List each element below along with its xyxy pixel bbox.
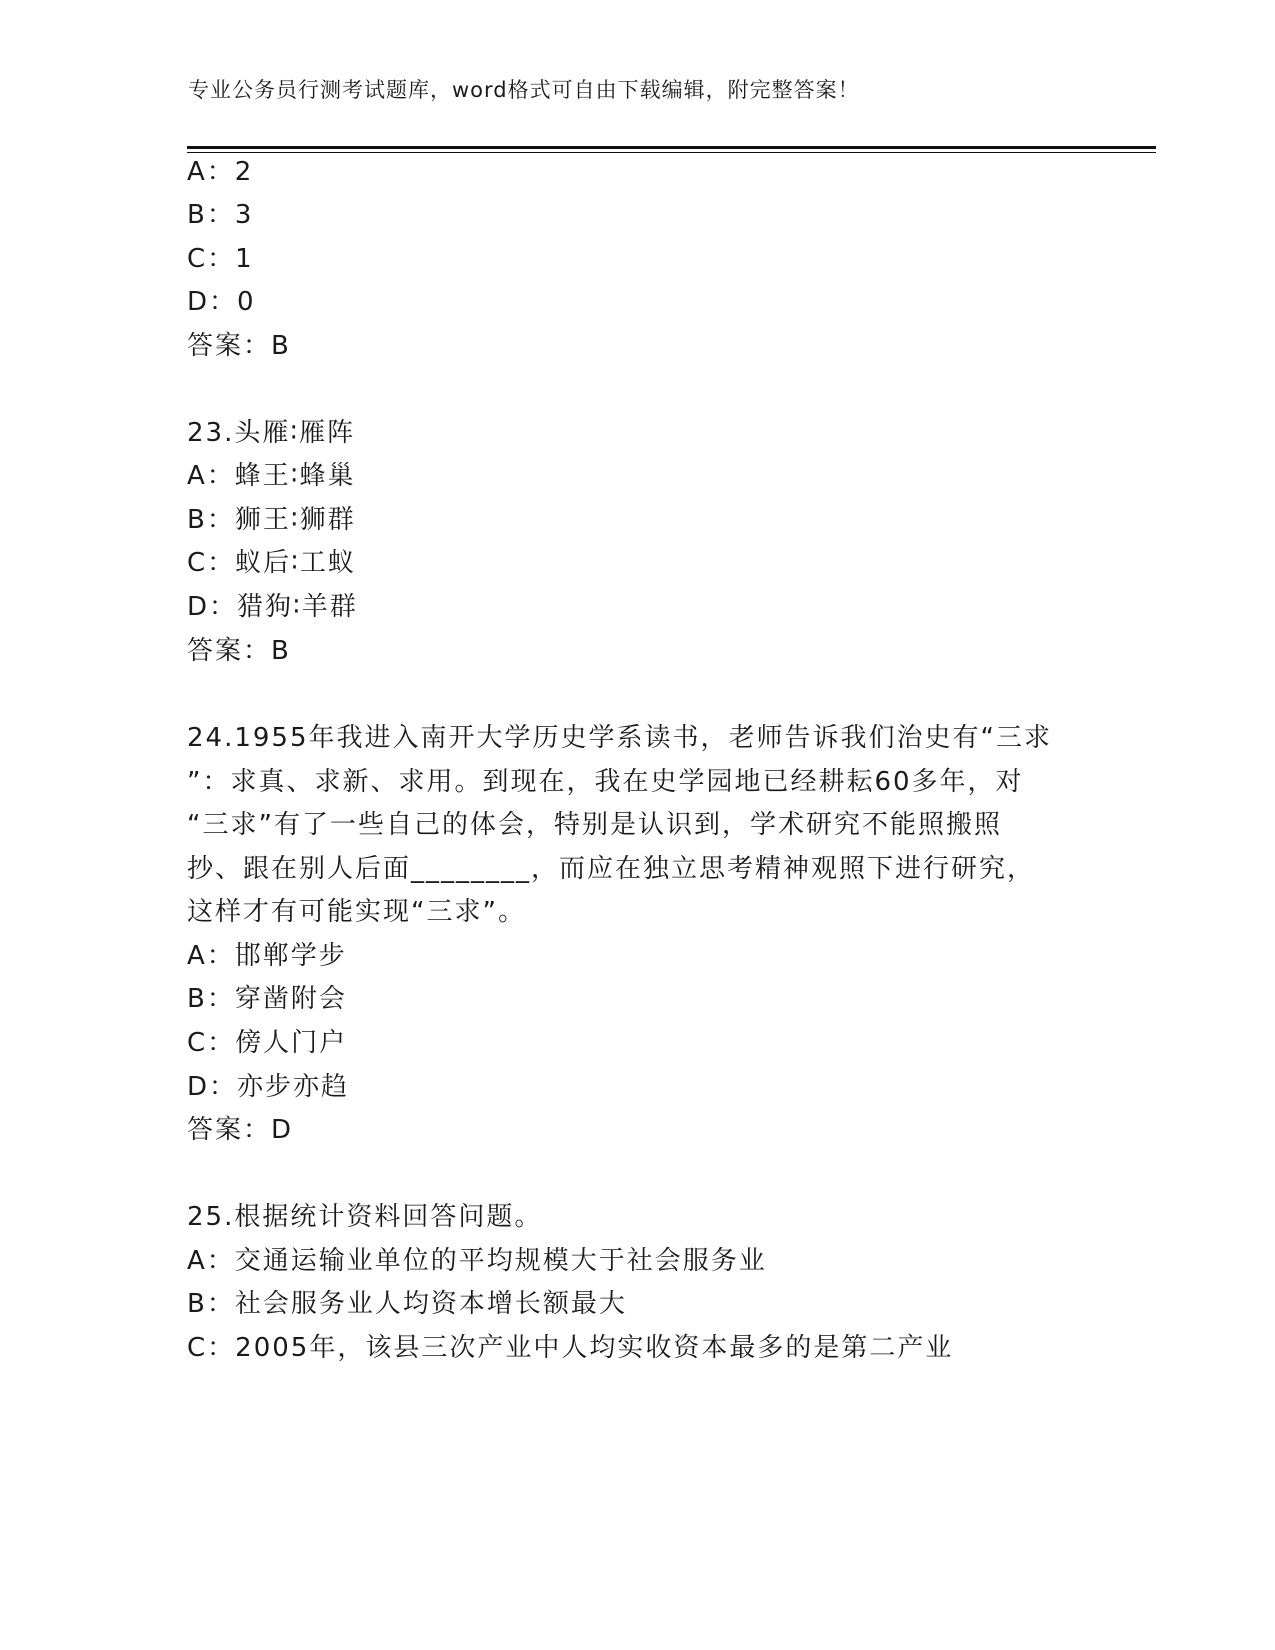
q24-option-d: D：亦步亦趋 (187, 1072, 350, 1102)
header-rule-thick (187, 146, 1156, 149)
q23-option-a: A：蜂王∶蜂巢 (187, 461, 356, 491)
page-header: 专业公务员行测考试题库，word格式可自由下载编辑，附完整答案！ (188, 78, 860, 102)
q22-option-b: B：3 (187, 200, 254, 230)
q22-option-d: D：0 (187, 287, 256, 317)
q23-stem: 23.头雁∶雁阵 (187, 418, 356, 448)
q24-option-c: C：傍人门户 (187, 1028, 348, 1058)
q22-option-a: A：2 (187, 157, 254, 187)
q24-stem-line-2: ”：求真、求新、求用。到现在，我在史学园地已经耕耘60多年，对 (187, 767, 1024, 797)
q24-stem-line-4: 抄、跟在别人后面________，而应在独立思考精神观照下进行研究， (187, 854, 1036, 884)
q25-option-b: B：社会服务业人均资本增长额最大 (187, 1289, 627, 1319)
q24-option-b: B：穿凿附会 (187, 984, 347, 1014)
q25-option-c: C：2005年，该县三次产业中人均实收资本最多的是第二产业 (187, 1333, 954, 1363)
q24-stem-line-5: 这样才有可能实现“三求”。 (187, 897, 526, 927)
q23-option-d: D：猎狗∶羊群 (187, 592, 358, 622)
q24-stem-line-3: “三求”有了一些自己的体会，特别是认识到，学术研究不能照搬照 (187, 810, 1002, 840)
q25-stem: 25.根据统计资料回答问题。 (187, 1202, 543, 1232)
header-rule-thin (187, 152, 1156, 153)
q24-answer: 答案：D (187, 1115, 294, 1145)
q23-answer: 答案：B (187, 636, 291, 666)
q24-option-a: A：邯郸学步 (187, 941, 347, 971)
q22-answer: 答案：B (187, 331, 291, 361)
q22-option-c: C：1 (187, 244, 254, 274)
q25-option-a: A：交通运输业单位的平均规模大于社会服务业 (187, 1246, 767, 1276)
q23-option-b: B：狮王∶狮群 (187, 505, 356, 535)
q24-stem-line-1: 24.1955年我进入南开大学历史学系读书，老师告诉我们治史有“三求 (187, 723, 1052, 753)
q23-option-c: C：蚁后∶工蚁 (187, 548, 356, 578)
